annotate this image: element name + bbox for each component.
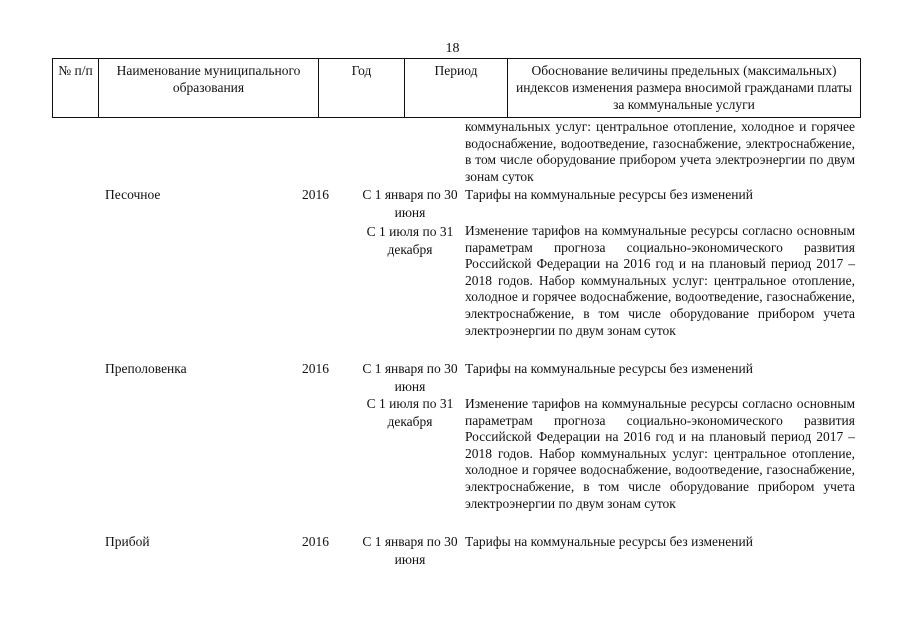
row-period-2: С 1 июля по 31 декабря: [366, 396, 454, 429]
row-name: Прибой: [105, 534, 150, 549]
table-header: [52, 58, 861, 118]
row-text-2: Изменение тарифов на коммунальные ресурсы согласно основным параметрам прогноза социально-экономического развития Российской Федерации на 2016 год и на плановый период 2017 – 2018 годов. Набор коммунальных услуг: центральное отопление, холодное и горячее водоснабжение, водоотведение, газоснабжение, электроснабжение, в том числе оборудование прибором учета электроэнергии по двум зонам суток: [465, 223, 855, 338]
row-text-1: Тарифы на коммунальные ресурсы без изменений: [465, 534, 753, 549]
header-justification: Обоснование величины предельных (максимальных) индексов изменения размера вносимой гражданами платы за коммунальные услуги: [516, 63, 852, 112]
row-name: Песочное: [105, 187, 161, 202]
row-period-1: С 1 января по 30 июня: [362, 187, 458, 220]
row-year: 2016: [302, 187, 329, 202]
row-period-1: С 1 января по 30 июня: [362, 534, 458, 567]
row-year: 2016: [302, 361, 329, 376]
row-text-1: Тарифы на коммунальные ресурсы без изменений: [465, 187, 753, 202]
header-name: Наименование муниципального образования: [99, 59, 319, 117]
header-period: Период: [405, 59, 508, 117]
row-name: Преполовенка: [105, 361, 187, 376]
header-num: № п/п: [53, 59, 99, 117]
header-year: Год: [319, 59, 405, 117]
row-period-2: С 1 июля по 31 декабря: [366, 224, 454, 257]
continuation-text: коммунальных услуг: центральное отопление, холодное и горячее водоснабжение, водоотведение, газоснабжение, электроснабжение, в том числе оборудование прибором учета электроэнергии по двум зонам суток: [465, 119, 855, 184]
row-period-1: С 1 января по 30 июня: [362, 361, 458, 394]
page-number: 18: [445, 41, 460, 56]
row-text-2: Изменение тарифов на коммунальные ресурсы согласно основным параметрам прогноза социально-экономического развития Российской Федерации на 2016 год и на плановый период 2017 – 2018 годов. Набор коммунальных услуг: центральное отопление, холодное и горячее водоснабжение, водоотведение, газоснабжение, электроснабжение, в том числе оборудование прибором учета электроэнергии по двум зонам суток: [465, 396, 855, 511]
row-year: 2016: [302, 534, 329, 549]
row-text-1: Тарифы на коммунальные ресурсы без изменений: [465, 361, 753, 376]
